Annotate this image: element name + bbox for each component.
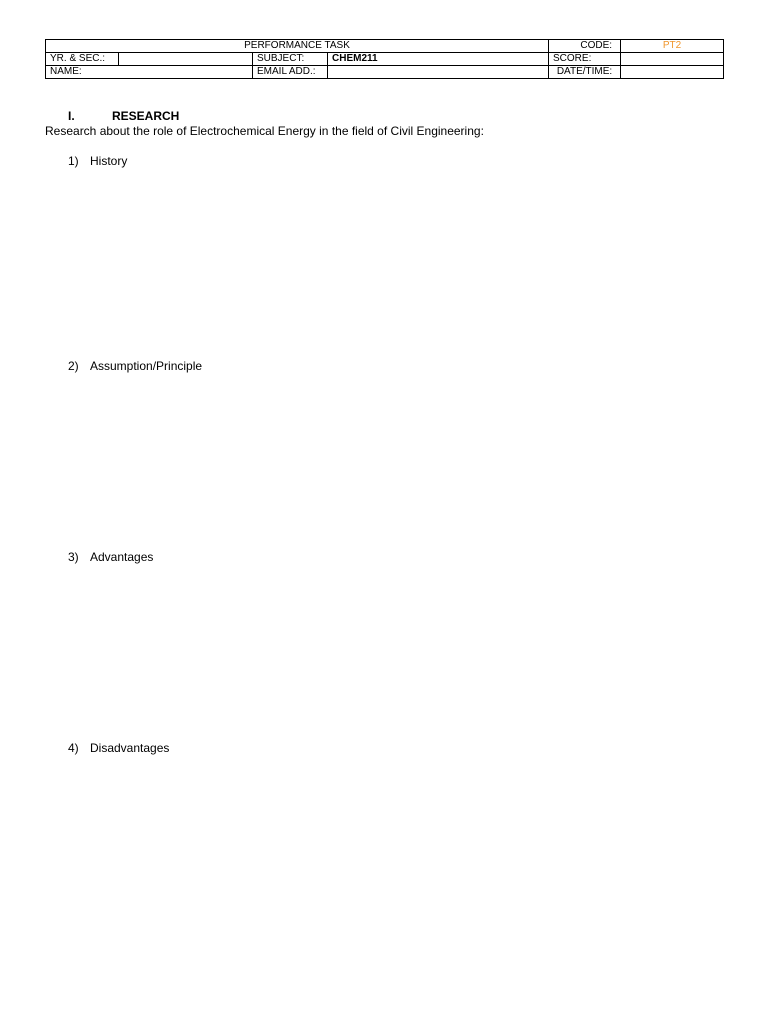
item-label: Disadvantages [90,741,170,755]
item-label: Assumption/Principle [90,359,203,373]
subject-value: CHEM211 [328,53,549,66]
yr-sec-label: YR. & SEC.: [46,53,119,66]
item-number: 3) [68,550,79,564]
section-heading [68,109,179,123]
code-value: PT2 [621,40,724,53]
datetime-field[interactable] [621,66,724,79]
datetime-label: DATE/TIME: [549,66,621,79]
item-history [68,154,127,168]
header-row-section [46,53,724,66]
section-title: RESEARCH [112,109,180,123]
task-title: PERFORMANCE TASK [46,40,549,53]
item-advantages [68,550,153,564]
score-label: SCORE: [549,53,621,66]
item-number: 4) [68,741,79,755]
yr-sec-field[interactable] [119,53,253,66]
subject-label: SUBJECT: [253,53,328,66]
item-disadvantages [68,741,169,755]
item-number: 2) [68,359,79,373]
item-assumption-principle [68,359,202,373]
code-label: CODE: [549,40,621,53]
email-field[interactable] [328,66,549,79]
header-row-title [46,40,724,53]
name-label: NAME: [46,66,253,79]
instruction-text: Research about the role of Electrochemical Energy in the field of Civil Engineering: [45,124,484,138]
email-label: EMAIL ADD.: [253,66,328,79]
item-number: 1) [68,154,79,168]
header-row-name [46,66,724,79]
score-field[interactable] [621,53,724,66]
item-label: History [90,154,128,168]
item-label: Advantages [90,550,154,564]
header-table [45,39,724,79]
section-number: I. [68,109,75,123]
